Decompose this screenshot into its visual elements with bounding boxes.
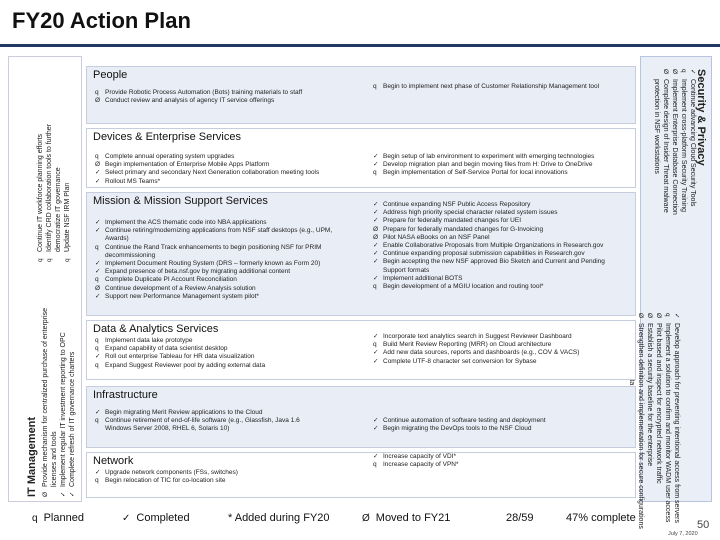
list-item [95,293,359,301]
section-devices [86,128,636,188]
page-title: FY20 Action Plan [12,8,191,33]
list-item [54,102,63,262]
list-item [373,217,631,225]
list-item [373,425,631,433]
list-item-text: Support new Performance Management system pilot* [105,292,259,300]
list-item [373,234,631,242]
list-item [373,333,631,341]
arrow-marker-icon: Ø [362,513,370,524]
list-item-text: Strengthen definition and implementation for secure configurations [637,323,644,529]
legend-added [228,512,330,524]
status-marker-icon: ✓ [373,425,379,433]
list-item [50,347,59,497]
list-item-text: Begin migrating the DevOps tools to the NSF Cloud [383,425,532,433]
section-left-list [95,409,359,434]
list-item [95,469,359,477]
list-item-text: Implement Enterprise Database Connection [671,79,678,215]
status-marker-icon: Ø [373,233,379,241]
status-marker-icon [652,69,661,76]
list-item [95,169,359,177]
list-item-text: Begin migrating Merit Review applications to the Cloud [105,409,263,416]
status-marker-icon: ✓ [373,217,379,225]
list-item [95,353,359,361]
list-item-text: Continue retirement of end-of-life software (e.g., Glassfish, Java 1.6 [105,417,300,425]
status-marker-icon: ✓ [95,469,101,476]
status-marker-icon: Ø [671,69,678,75]
section-left-list [95,469,359,485]
legend-planned-label: Planned [43,512,84,524]
it-management-list-a [41,308,77,497]
list-item-text: decommissioning [105,251,156,259]
list-item [636,313,645,529]
list-item-text: Implement Document Routing System (DRS – formerly known as Form 20) [105,260,321,268]
list-item-text: Implement cross-platform Security Training [680,79,687,213]
list-item [688,69,697,369]
list-item [63,102,72,262]
status-marker-icon [95,235,102,243]
status-marker-icon: ✓ [673,313,680,319]
list-item-text: Continue expanding proposal submission capabilities in Research.gov [383,250,585,258]
list-item [95,425,359,433]
section-title: People [93,69,128,81]
list-item [373,258,631,266]
section-infrastructure [86,386,636,448]
list-item-text: Add new data sources, reports and dashboards (e.g., COV & VACS) [383,349,580,357]
list-item [95,153,359,161]
list-item [95,409,359,417]
status-marker-icon [95,425,102,433]
status-marker-icon: Ø [373,225,379,233]
status-marker-icon: ✓ [373,201,379,208]
legend-planned [32,512,84,524]
list-item-text: Rollout MS Teams* [105,177,161,185]
list-item-text: Implement data lake prototype [105,337,193,344]
list-item-text: Develop migration plan and begin moving files from H: Drive to OneDrive [383,161,593,169]
list-item [95,235,359,243]
section-right-list [373,453,631,469]
status-marker-icon: ✓ [689,69,696,75]
list-item [95,252,359,260]
legend-completed-label: Completed [136,512,190,524]
list-item [95,244,359,252]
list-item-text: Implement regular IT investment reporting to OPC [60,332,67,487]
list-item-text: Provide Robotic Process Automation (Bots) training materials to staff [105,89,303,96]
list-item [373,209,631,217]
status-marker-icon: q [64,258,71,262]
list-item [672,313,681,523]
list-item-text: Begin setup of lab environment to experiment with emerging technologies [383,153,595,160]
title-rule [0,44,720,47]
status-marker-icon: ✓ [373,333,379,340]
list-item [95,260,359,268]
list-item [68,347,77,497]
list-item-text: Expand capability of data scientist desktop [105,345,228,353]
legend-moved-label: Moved to FY21 [375,512,451,524]
section-left-list [95,153,359,186]
list-item-text: Implement additional BOTS [383,274,463,282]
status-marker-icon: ✓ [373,274,379,282]
list-item-text: Continue retiring/modernizing applications from NSF staff desktops (e.g., UPM, [105,227,333,235]
list-item-text: Begin implementation of Enterprise Mobile Apps Platform [105,161,270,169]
section-title: Mission & Mission Support Services [93,195,268,207]
list-item-text: Continue advancing Cloud Security Tools [689,79,696,207]
list-item [373,250,631,258]
list-item [95,268,359,276]
list-item-text: Complete annual operating system upgrades [105,153,235,160]
legend-added-label: * Added during FY20 [228,512,330,524]
list-item-text: Address high priority special character related system issues [383,209,558,217]
list-item [373,453,631,461]
list-item [373,83,631,91]
status-marker-icon: q [373,283,377,291]
list-item-text: Begin development of a MGIU location and routing tool* [383,283,544,291]
list-item [95,178,359,186]
progress-percent: 47% complete [566,512,636,524]
status-marker-icon: ✓ [373,258,379,266]
section-network [86,452,636,498]
list-item-text: Begin relocation of TIC for co-location site [105,477,226,485]
status-marker-icon: ✓ [95,169,101,177]
section-title: Data & Analytics Services [93,323,219,335]
status-marker-icon: Ø [95,161,101,169]
list-item [41,308,50,497]
check-icon: ✓ [122,513,131,524]
footer-date: July 7, 2020 [668,531,698,537]
list-item [373,341,631,349]
status-marker-icon: ✓ [373,153,379,160]
list-item-text: Roll out enterprise Tableau for HR data visualization [105,353,255,361]
status-marker-icon: q [95,276,99,284]
list-item [373,275,631,283]
status-marker-icon: ✓ [373,250,379,258]
status-marker-icon: q [37,258,44,262]
list-item-text: Update NSF IRM Plan [64,182,71,252]
list-item-text: Identify CRD collaboration tools to further [46,123,53,252]
list-item-text: Expand Suggest Reviewer pool by adding external data [105,361,266,369]
list-item-text: Continue automation of software testing and deployment [383,417,546,424]
list-item-text: licenses and tools [51,431,58,487]
list-item [645,313,654,499]
status-marker-icon: q [95,153,99,160]
status-marker-icon: Ø [95,284,101,292]
status-marker-icon: ✓ [373,453,379,460]
status-marker-icon: Ø [646,313,653,319]
status-marker-icon: ✓ [95,353,101,361]
list-item [373,267,631,275]
list-item-text: Windows Server 2008, RHEL 6, Solaris 10) [105,425,230,433]
list-item-text: Pilot based and inspect for encrypted network traffic [655,323,662,484]
it-management-title: IT Management [26,416,38,497]
legend-completed [122,512,190,524]
status-marker-icon: q [95,361,99,369]
status-marker-icon: ✓ [373,357,379,365]
list-item [373,461,631,469]
status-marker-icon: ✓ [95,177,101,185]
status-marker-icon: Ø [42,491,49,497]
status-marker-icon: Ø [662,69,669,75]
status-marker-icon: q [95,243,99,251]
list-item [95,161,359,169]
status-marker-icon: q [95,477,99,485]
status-marker-icon: q [95,89,99,96]
progress-count: 28/59 [506,512,534,524]
list-item-text: Prepare for federally mandated changes for UEI [383,217,522,225]
list-item [95,89,359,97]
section-title: Network [93,455,134,467]
status-marker-icon: q [373,461,377,469]
list-item-text: Implement a solution to confirm and monitor WADM user access [664,323,671,523]
status-marker-icon: q [95,337,99,344]
title-bar [0,0,720,48]
section-right-list [373,417,631,433]
status-marker-icon: ✓ [373,161,379,169]
status-marker-icon: q [680,69,687,73]
list-item-text: Enable Collaborative Proposals from Multiple Organizations in Research.gov [383,242,604,250]
list-item [373,349,631,357]
section-data-analytics [86,320,636,380]
list-item-text: Increase capacity of VDI* [383,453,456,460]
list-item [59,332,68,497]
status-marker-icon: ✓ [95,292,101,300]
list-item [95,337,359,345]
section-left-list [95,219,359,301]
list-item-text: Upgrade network components (FSs, switches) [105,469,238,476]
status-marker-icon: ✓ [69,491,76,497]
list-item-text: Select primary and secondary Next Generation collaboration meeting tools [105,169,320,177]
status-marker-icon: ✓ [60,491,67,497]
list-item-text: Conduct review and analysis of agency IT service offerings [105,97,275,105]
list-item-text: Pilot NASA eBooks on an NSF Panel [383,233,490,241]
section-title: Devices & Enterprise Services [93,131,241,143]
list-item-text: Complete refresh of IT governance charters [69,351,76,487]
legend-moved [362,512,450,524]
it-management-panel [8,56,82,502]
list-item-text: Support formats [383,266,430,274]
status-marker-icon: q [95,417,99,425]
list-item-text: Begin accepting the new NSF approved Bio Sketch and Current and Pending [383,258,605,266]
section-left-list [95,89,359,105]
status-marker-icon: q [46,258,53,262]
status-marker-icon: ✓ [95,268,101,276]
list-item [95,362,359,370]
list-item [373,201,631,209]
list-item [373,226,631,234]
status-marker-icon: ✓ [95,409,101,416]
list-item-text: Increase capacity of VPN* [383,461,459,469]
list-item-text: Continue expanding NSF Public Access Repository [383,201,531,208]
list-item [95,477,359,485]
status-marker-icon [54,255,63,262]
status-marker-icon: ✓ [373,242,379,250]
security-privacy-title: Security & Privacy [695,69,707,166]
list-item-text: Implement the ACS thematic code into NBA applications [105,219,267,226]
section-right-list [373,83,631,91]
status-marker-icon: q [373,83,377,90]
list-item [373,242,631,250]
list-item-text: Begin implementation of Self-Service Portal for local innovations [383,169,568,177]
list-item [654,313,663,499]
page-number: 50 [697,519,710,531]
list-item-text: Incorporate text analytics search in Suggest Reviewer Dashboard [383,333,572,340]
list-item [373,358,631,366]
section-right-list [373,333,631,366]
list-item-text: Continue IT workforce planning efforts [37,133,44,252]
status-marker-icon: q [373,341,377,349]
list-item [373,417,631,425]
list-item-text: democratize IT governance [55,167,62,252]
list-item-text: Establish a security baseline for the enterprise [646,323,653,467]
list-item-text: Prepare for federally mandated changes for G-Invoicing [383,225,544,233]
list-item-text: Develop approach for preventing intentional access from servers [673,323,680,523]
status-marker-icon: Ø [637,313,644,319]
list-item-text: Expand presence of beta.nsf.gov by migrating additional content [105,268,291,276]
list-item-text: protection in NSF workstations [653,79,660,174]
status-marker-icon: ✓ [373,349,379,357]
section-right-list [373,153,631,178]
list-item [95,276,359,284]
section-people [86,66,636,124]
list-item-text: Begin to implement next phase of Customer Relationship Management tool [383,83,600,90]
section-title: Infrastructure [93,389,158,401]
status-marker-icon: q [373,169,377,177]
section-left-list [95,337,359,370]
list-item [663,313,672,523]
list-item-text: Continue development of a Review Analysis solution [105,284,256,292]
list-item [95,97,359,105]
status-marker-icon: ✓ [95,260,101,268]
section-right-list [373,201,631,291]
status-marker-icon [50,490,59,497]
status-marker-icon: Ø [95,97,101,105]
list-item [45,102,54,262]
status-marker-icon: Ø [655,313,662,319]
status-marker-icon: ✓ [373,209,379,217]
list-item-text: Complete UTF-8 character set conversion for Sybase [383,357,537,365]
list-item-text: Provide mechanism for centralized purchase of enterprise [42,308,49,487]
list-item-text: Awards) [105,235,129,243]
list-item [95,219,359,227]
list-item-text: Build Merit Review Reporting (MRR) on Cloud architecture [383,341,552,349]
section-mission [86,192,636,316]
it-management-list-b [36,102,72,262]
status-marker-icon: q [664,313,671,317]
status-marker-icon: ✓ [373,417,379,424]
list-item [373,169,631,177]
status-marker-icon: ✓ [95,227,101,235]
list-item [373,153,631,161]
status-marker-icon: q [95,345,99,353]
list-item [373,161,631,169]
list-item [36,102,45,262]
list-item [373,283,631,291]
list-item [95,417,359,425]
planned-marker-icon: q [32,513,38,524]
list-item [95,285,359,293]
list-item-text: Complete design of Insider Threat malware [662,79,669,213]
list-item [95,345,359,353]
list-item [95,227,359,235]
status-marker-icon: ✓ [95,219,101,226]
status-marker-icon [373,267,380,275]
list-item-text: Complete Duplicate PI Account Reconciliation [105,276,237,284]
list-item-text: Continue the Rand Track enhancements to begin positioning NSF for PRIM [105,243,322,251]
status-marker-icon [95,252,102,260]
